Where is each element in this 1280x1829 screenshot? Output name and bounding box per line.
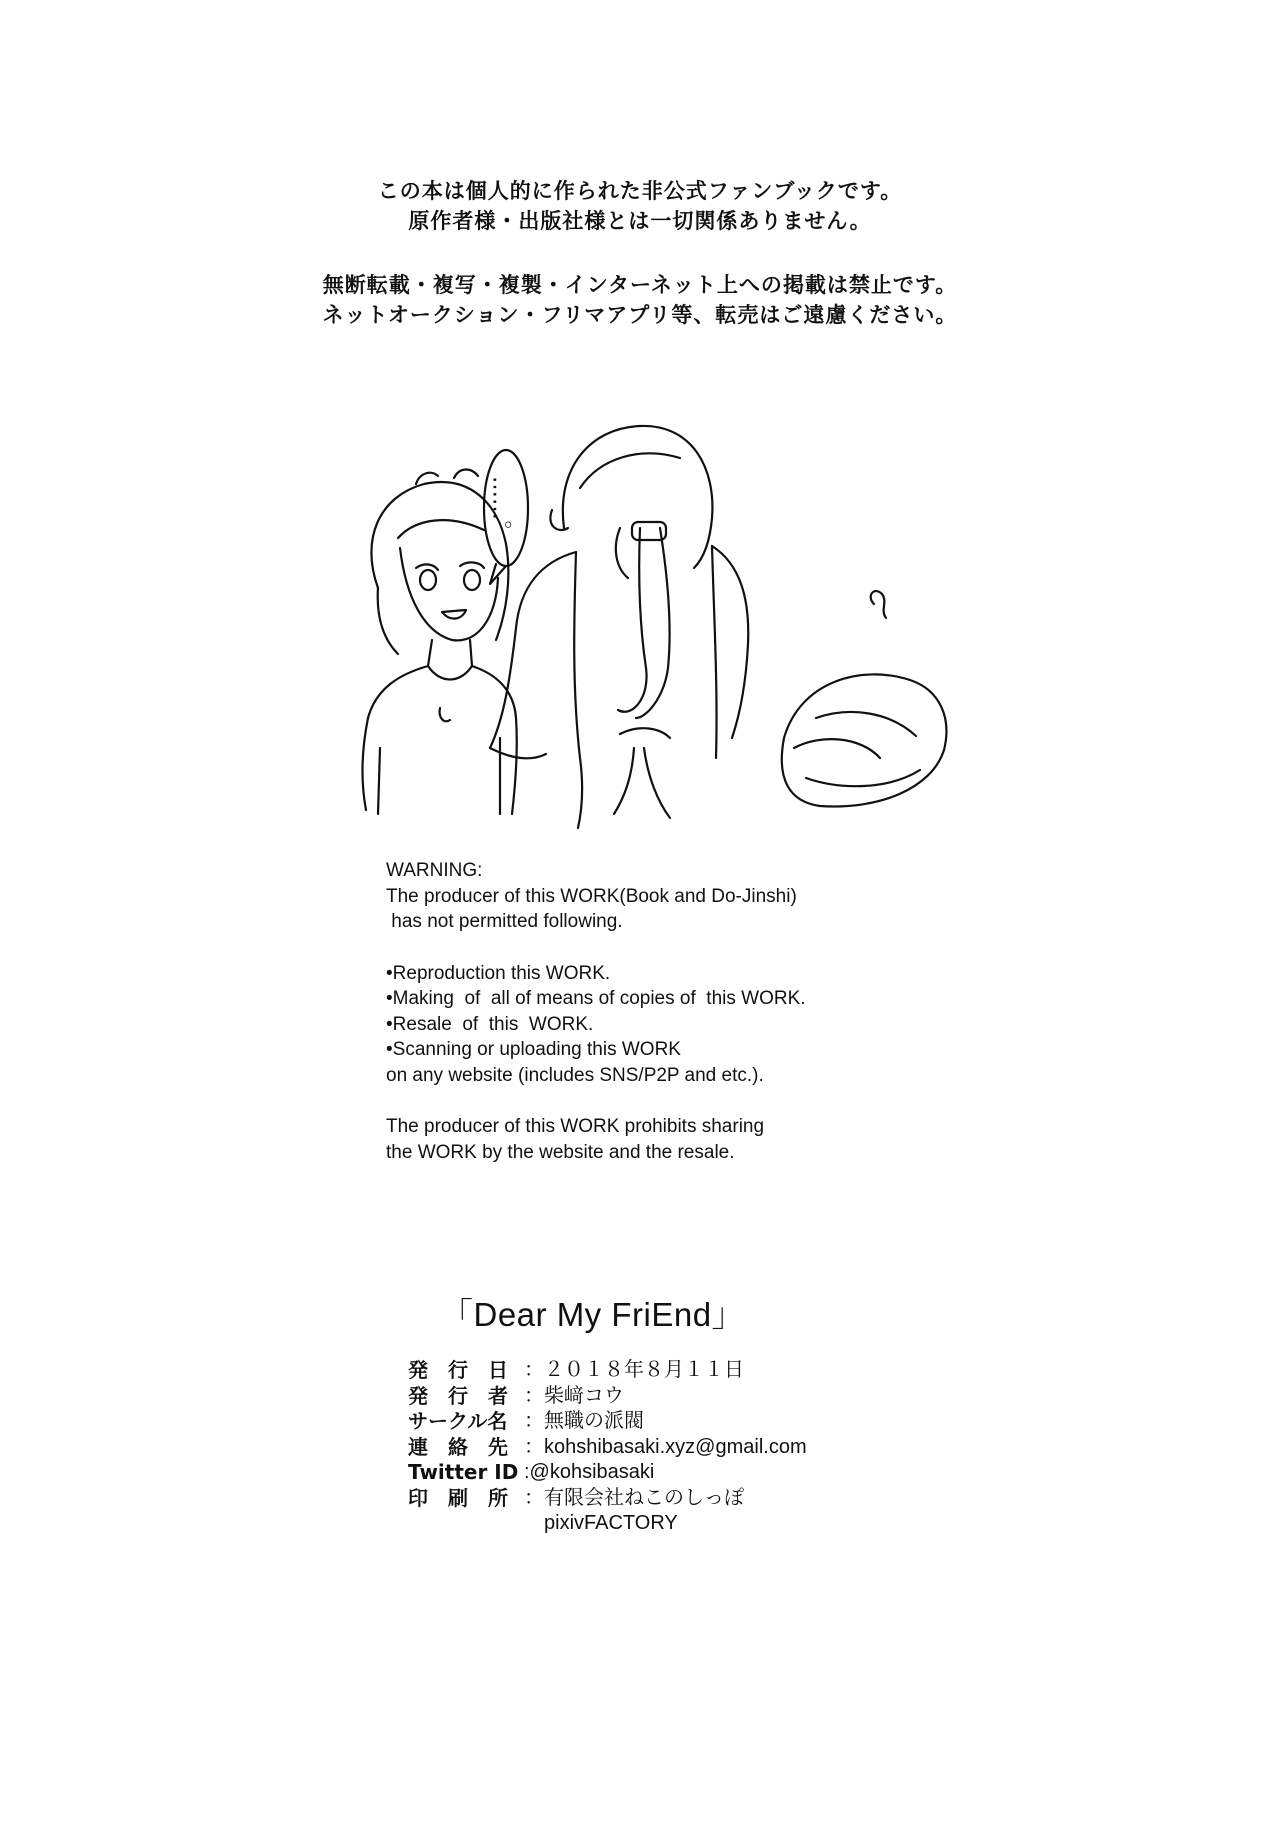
warning-line: the WORK by the website and the resale. bbox=[386, 1141, 735, 1163]
disclaimer-notice bbox=[0, 176, 1280, 236]
book-title: 「Dear My FriEnd」 bbox=[440, 1296, 746, 1333]
notice-line: 原作者様・出版社様とは一切関係ありません。 bbox=[408, 209, 872, 233]
colophon-row-publisher bbox=[408, 1384, 807, 1410]
colophon-value: :@kohsibasaki bbox=[524, 1461, 655, 1483]
colophon-row-printer-2 bbox=[408, 1511, 807, 1537]
warning-line: has not permitted following. bbox=[386, 911, 623, 932]
colophon-label: 印 刷 所 bbox=[408, 1485, 508, 1510]
colophon-label: 発 行 者 bbox=[408, 1383, 508, 1408]
warning-line: The producer of this WORK(Book and Do-Jinshi) bbox=[386, 885, 797, 907]
notice-line: 無断転載・複写・複製・インターネット上への掲載は禁止です。 bbox=[322, 273, 958, 297]
warning-line: on any website (includes SNS/P2P and etc.). bbox=[386, 1064, 764, 1086]
colophon-row-twitter bbox=[408, 1460, 807, 1486]
english-warning bbox=[386, 858, 946, 1165]
warning-bullet: •Making of all of means of copies of this WORK. bbox=[386, 988, 806, 1009]
girl-right-drawing bbox=[487, 426, 748, 828]
notice-line: ネットオークション・フリマアプリ等、転売はご遠慮ください。 bbox=[322, 303, 958, 327]
warning-bullet: •Reproduction this WORK. bbox=[386, 962, 611, 984]
speech-text: ……。 bbox=[487, 476, 513, 542]
warning-heading: WARNING: bbox=[386, 860, 483, 881]
colophon-row-contact bbox=[408, 1435, 807, 1461]
notice-line: この本は個人的に作られた非公式ファンブックです。 bbox=[377, 179, 903, 203]
copyright-notice bbox=[0, 270, 1280, 330]
colophon-label: サークル名 bbox=[408, 1409, 508, 1433]
colophon-value: pixivFACTORY bbox=[544, 1512, 678, 1534]
colophon-label: Twitter ID bbox=[408, 1460, 519, 1484]
colophon-row-date bbox=[408, 1358, 807, 1384]
colophon-value: ：柴﨑コウ bbox=[524, 1384, 624, 1407]
colophon-row-circle bbox=[408, 1409, 807, 1435]
warning-line: The producer of this WORK prohibits sharing bbox=[386, 1116, 765, 1137]
colophon bbox=[408, 1358, 807, 1537]
warning-bullet: •Resale of this WORK. bbox=[386, 1013, 594, 1035]
colophon-label: 連 絡 先 bbox=[408, 1434, 508, 1459]
colophon-row-printer bbox=[408, 1486, 807, 1512]
colophon-value: ：２０１８年８月１１日 bbox=[524, 1359, 744, 1381]
clothes-pile-drawing bbox=[782, 591, 947, 806]
colophon-value: ：無職の派閥 bbox=[524, 1410, 644, 1432]
colophon-value: ：有限会社ねこのしっぽ bbox=[524, 1486, 744, 1509]
colophon-value: ：kohshibasaki.xyz@gmail.com bbox=[524, 1435, 807, 1458]
line-art-illustration bbox=[320, 418, 1030, 838]
warning-bullet: •Scanning or uploading this WORK bbox=[386, 1039, 681, 1060]
colophon-label: 発 行 日 bbox=[408, 1358, 508, 1382]
